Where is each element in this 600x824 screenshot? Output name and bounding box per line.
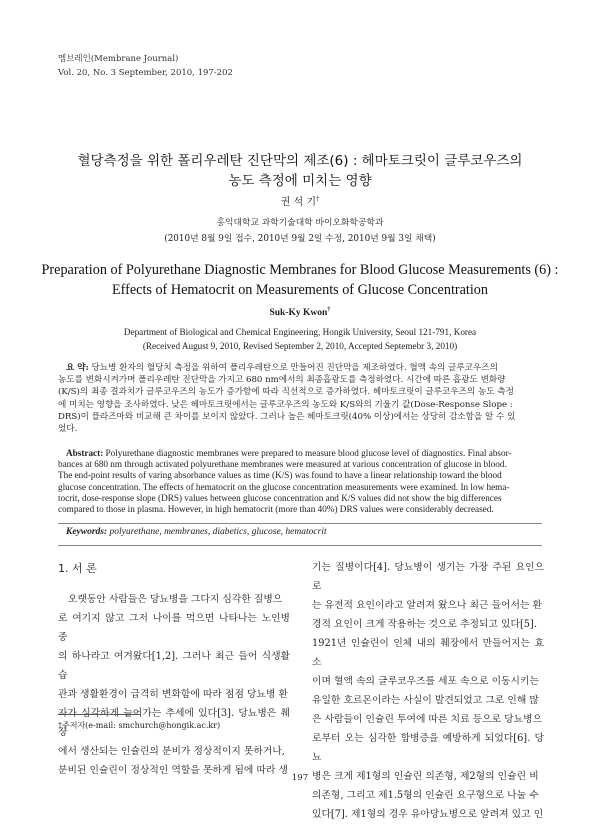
paragraph-line: 있다[7]. 제1형의 경우 유아당뇨병으로 알려져 있고 인 <box>312 809 544 820</box>
section-heading: 1. 서 론 <box>58 562 97 575</box>
paragraph-line: 관과 생활환경이 급격히 변화함에 따라 점점 당뇨병 환 <box>58 689 289 700</box>
paragraph-line: 병은 크게 제1형의 인슐린 의존형, 제2형의 인슐린 비 <box>312 771 539 782</box>
paragraph-line: 의존형, 그리고 제1.5형의 인슐린 요구형으로 나눌 수 <box>312 790 539 801</box>
journal-name: 멤브레인(Membrane Journal) <box>58 54 179 64</box>
author-en: Suk-Ky Kwon† <box>269 306 331 319</box>
affiliation-en: Department of Biological and Chemical Engineering, Hongik University, Seoul 121-791, Korea <box>123 327 477 337</box>
footnote: †주저자(e-mail: smchurch@hongik.ac.kr) <box>58 721 221 730</box>
paragraph-line: 로부터 오는 심각한 합병증을 예방하게 되었다[6]. 당뇨 <box>312 733 544 763</box>
title-ko-line2: 농도 측정에 미치는 영향 <box>228 173 372 189</box>
keywords-bottom-rule <box>58 545 542 546</box>
paragraph-line: 기는 질병이다[4]. 당뇨병이 생기는 가장 주된 요인으로 <box>312 562 544 592</box>
abstract-ko: 요 약: 당뇨병 환자의 혈당치 측정을 위하여 폴리우레탄으로 만들어진 진단막을 제조하였다. 혈액 속의 글루코우즈의 농도를 변화시켜가며 폴리우레탄 진단막을 가지고 680 nm에서의 최종흡광도를 측정하였다. 시간에 따른 흡광도 변화량 (K/S)의 최종 결과치가 글루코우즈의 농도가 증가함에 따라 직선적으로 증가하였다. 헤마토크릿이 글루코우즈의 농도 측정 에 미치는 영향을 조사하였다. 낮은 헤마토크릿에서는 글루코우즈의 농도와 K/S와의 기울기 값(Dose-Response Slope : DRS)이 플라즈마와 비교해 큰 차이를 보이지 않았다. 그러나 높은 헤마토크릿(40% 이상)에서는 상당히 감소함을 알 수 있 었다. <box>58 363 516 435</box>
paragraph-line: 에서 생산되는 인슐린의 분비가 정상적이지 못하거나, <box>58 746 285 757</box>
dates-ko: (2010년 8월 9일 접수, 2010년 9월 2일 수정, 2010년 9월 3일 채택) <box>164 234 436 244</box>
abstract-en: Abstract: Polyurethane diagnostic membranes were prepared to measure blood glucose level of diagnostics. Final absor- bances at 680 nm through activated polyurethane membranes were measured at various concentration of glucose in blood. The end-point results of varing absorbance values as time (K/S) was found to have a linear relationship toward the blood glucose concentration. The effects of hematocrit on the glucose concentration measurements were examined. In low hema- tocrit, dose-response slope (DRS) values between glucose concentration and K/S values did not show the big differences compared to those in plasma. However, in high hematocrit (more than 40%) DRS values were considerably decreased. <box>58 448 512 515</box>
footnote-rule <box>58 714 140 715</box>
paragraph-line: 1921년 인슐린이 인체 내의 췌장에서 만들어지는 효소 <box>312 638 544 668</box>
title-en-line1: Preparation of Polyurethane Diagnostic Membranes for Blood Glucose Measurements (6) : <box>41 262 559 278</box>
volume-info: Vol. 20, No. 3 September, 2010, 197-202 <box>58 68 233 78</box>
keywords: Keywords: polyurethane, membranes, diabetics, glucose, hematocrit <box>66 527 327 537</box>
paragraph-line: 유일한 호르몬이라는 사실이 발견되었고 그로 인해 많 <box>312 695 539 706</box>
title-en-line2: Effects of Hematocrit on Measurements of Glucose Concentration <box>112 282 488 298</box>
paragraph-line: 는 유전적 요인이라고 알려져 왔으나 최근 들어서는 환 <box>312 600 543 611</box>
right-column <box>312 558 544 824</box>
paragraph-line: 경적 요인이 크게 작용하는 것으로 추정되고 있다[5]. <box>312 619 537 630</box>
abstract-en-label: Abstract: <box>66 448 104 458</box>
affiliation-ko: 홍익대학교 과학기술대학 바이오화학공학과 <box>216 218 384 228</box>
paragraph-line: 분비된 인슐린이 정상적인 역할을 못하게 됨에 따라 생 <box>58 765 289 776</box>
paragraph-line: 이며 혈액 속의 글루코우즈를 세포 속으로 이동시키는 <box>312 676 539 687</box>
paragraph-line: 은 사람들이 인슐린 투여에 따른 치료 등으로 당뇨병으 <box>312 714 543 725</box>
keywords-top-rule <box>58 523 542 524</box>
paragraph-line: 로 여기지 않고 그저 나이를 먹으면 나타나는 노인병 중 <box>58 613 290 643</box>
abstract-ko-label: 요 약: <box>66 363 89 373</box>
dates-en: (Received August 9, 2010, Revised September 2, 2010, Accepted Septemebr 3, 2010) <box>142 341 458 351</box>
author-ko: 권 석 기† <box>280 194 320 208</box>
title-ko-line1: 혈당측정을 위한 폴리우레탄 진단막의 제조(6) : 헤마토크릿이 글루코우즈의 <box>77 153 523 169</box>
paragraph-line: 오랫동안 사람들은 당뇨병을 그다지 심각한 질병으 <box>68 594 283 605</box>
left-column <box>58 590 290 780</box>
paragraph-line: 자가 심각하게 늘어가는 추세에 있다[3]. 당뇨병은 췌장 <box>58 708 290 738</box>
page-number: 197 <box>291 773 309 783</box>
paragraph-line: 의 하나라고 여겨왔다[1,2]. 그러나 최근 들어 식생활습 <box>58 651 290 681</box>
